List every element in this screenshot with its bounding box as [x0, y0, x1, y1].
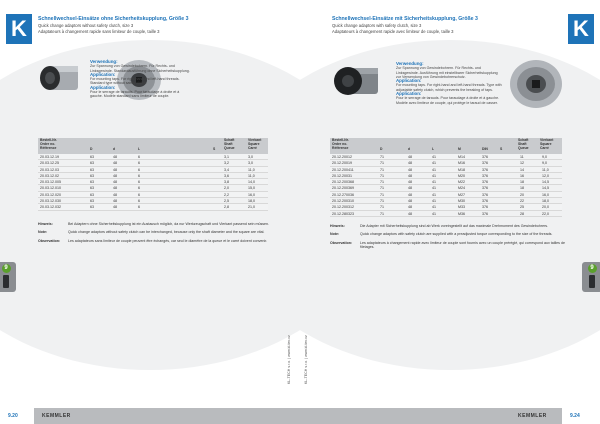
table-cell: 20.12.270036 — [332, 192, 354, 197]
table-cell: 20.03.12.020 — [40, 192, 61, 197]
table-cell: 20.03.12.19 — [40, 155, 59, 159]
brand-name: KEMMLER — [518, 413, 547, 419]
table-cell: 41 — [432, 167, 436, 172]
column-header: Vierkant Square Carré — [248, 138, 262, 150]
table-cell: 6 — [138, 180, 140, 185]
table-cell: 18,0 — [542, 199, 549, 204]
table-cell: 63 — [90, 161, 94, 166]
note-text: Quick change adaptors without safety clutch can be interchanged, because only the shaft diameter and the square are vital. — [68, 230, 265, 235]
column-header: d — [408, 147, 411, 151]
table-cell: M20 — [458, 173, 465, 178]
table-cell: 2,8 — [224, 205, 229, 210]
usage-text-fr: Pour le serrage de tarauds. Pour taraudage à droite et à gauche. Modèle avec limiteur de couple, qui protège le taraud de casser. — [396, 96, 500, 105]
table-cell: 41 — [432, 155, 436, 159]
table-cell: 376 — [482, 199, 488, 204]
table-cell: 376 — [482, 186, 488, 191]
vertical-website: KL-TECH s.r.o. | www.kl-tec.cz — [304, 335, 308, 384]
adaptor-front-image — [38, 58, 82, 98]
table-cell: M36 — [458, 211, 465, 216]
table-cell: 71 — [380, 155, 384, 159]
table-cell: 11 — [520, 155, 524, 159]
notes — [38, 222, 278, 247]
logo: K — [568, 14, 594, 44]
table-cell: 6 — [138, 161, 140, 166]
table-cell: 12 — [520, 161, 524, 166]
table-cell: 2,0 — [224, 186, 229, 191]
table-cell: 20.12.20031 — [332, 173, 352, 178]
usage-text-de: Zur Spannung von Gewindebohrern. Für Rechts- und Linksgewinde. Ausführung mit einstellbarer Sicherheitskupplung zur Verwendung von Gewindebohrerschutz. — [396, 66, 498, 79]
table-cell: 48 — [408, 155, 412, 159]
table-cell: 48 — [113, 167, 117, 172]
table-cell: 48 — [408, 167, 412, 172]
column-header: S — [213, 147, 216, 151]
table-cell: 376 — [482, 180, 488, 185]
table-cell: 63 — [90, 155, 94, 159]
adaptor-rear-image — [508, 58, 564, 110]
table-cell: 14,5 — [542, 186, 549, 191]
table-cell: 20.03.12.005 — [40, 180, 61, 185]
section-tab — [582, 262, 600, 292]
table-cell: 11,0 — [248, 167, 255, 172]
table-cell: 20.12.280323 — [332, 211, 354, 216]
header — [332, 16, 478, 34]
table-cell: 15,0 — [248, 186, 255, 191]
table-cell: M22 — [458, 180, 465, 185]
table-cell: 63 — [90, 192, 94, 197]
table-cell: 18 — [520, 186, 524, 191]
adaptor-icon — [3, 275, 9, 288]
table-cell: 41 — [432, 173, 436, 178]
table-cell: 12,0 — [542, 173, 549, 178]
table-cell: 18,0 — [248, 199, 255, 204]
table-cell: 48 — [113, 186, 117, 191]
table-cell: 71 — [380, 167, 384, 172]
note-label: Observation: — [330, 240, 353, 245]
table-cell: 63 — [90, 167, 94, 172]
subtitle-en: Quick change adaptors with safety clutch, size 3 — [332, 23, 422, 28]
adaptor-front-image — [332, 60, 382, 102]
table-cell: 41 — [432, 205, 436, 210]
brand-name: KEMMLER — [42, 413, 71, 419]
column-header: Vierkant Square Carré — [540, 138, 554, 150]
note-text: Quick change adaptors with safety clutch are supplied with a preadjusted torque corresponding to the size of the threads. — [360, 232, 553, 237]
table-cell: 3,0 — [248, 161, 253, 166]
table-cell: 48 — [113, 199, 117, 204]
table-cell: 2,5 — [224, 199, 229, 204]
table-cell: 48 — [113, 155, 117, 159]
table-cell: 20.03.12.02 — [40, 173, 59, 178]
usage-label-de: Verwendung: — [396, 61, 424, 66]
table-cell: 6 — [138, 155, 140, 159]
table-cell: 3,6 — [224, 173, 229, 178]
section-number: 9 — [588, 264, 597, 273]
table-cell: 48 — [408, 161, 412, 166]
table-cell: 11,0 — [542, 167, 549, 172]
table-header — [38, 138, 268, 154]
table-cell: 71 — [380, 192, 384, 197]
table-cell: 48 — [408, 186, 412, 191]
column-header: Schaft Shaft Queue — [518, 138, 529, 150]
table-cell: 63 — [90, 205, 94, 210]
note-text: Die Adapter mit Sicherheitskupplung sind ab Werk voreingestellt auf das maximale Drehmoment des Gewindebohrers. — [360, 224, 549, 228]
column-header: L — [138, 147, 141, 151]
table-header — [330, 138, 562, 154]
table-cell: 14,5 — [542, 180, 549, 185]
table-cell: 71 — [380, 199, 384, 204]
table-cell: 71 — [380, 211, 384, 216]
table-cell: 376 — [482, 161, 488, 166]
table-cell: 63 — [90, 173, 94, 178]
table-cell: 6 — [138, 199, 140, 204]
section-tab — [0, 262, 16, 292]
table-cell: 3,4 — [224, 167, 229, 172]
table-cell: 6 — [138, 167, 140, 172]
usage-text-fr: Pour le serrage de tarauds. Pour taraudage à droite et à gauche. Modèle standard sans limiteur de couple. — [90, 90, 180, 99]
usage-label-fr: Application: — [396, 91, 422, 97]
note-label: Hinweis: — [330, 224, 345, 228]
table-cell: 41 — [432, 186, 436, 191]
table-cell: 48 — [113, 205, 117, 210]
note-text: Les adaptateurs à changement rapide avec limiteur de couple sont fournis avec un couple préréglé, qui correspond aux tailles de filetages. — [360, 240, 565, 250]
table-cell: 20 — [520, 192, 524, 197]
table-cell: 16,0 — [542, 192, 549, 197]
usage-label-de: Verwendung: — [90, 59, 118, 64]
note-label: Hinweis: — [38, 222, 53, 226]
table-cell: 63 — [90, 180, 94, 185]
table-cell: 14,0 — [248, 180, 255, 185]
table-cell: 3,2 — [224, 161, 229, 166]
subtitle-fr: Adaptateurs à changement rapide avec limiteur de couple, taille 3 — [332, 29, 454, 34]
table-cell: M16 — [458, 161, 465, 166]
table-cell: 48 — [408, 199, 412, 204]
page-title: Schnellwechsel-Einsätze mit Sicherheitskupplung, Größe 3 — [332, 16, 478, 22]
table-cell: M33 — [458, 205, 465, 210]
section-number: 9 — [2, 264, 11, 273]
table-cell: 21,0 — [248, 205, 255, 210]
note-row — [38, 239, 278, 243]
column-header: Bestell-Nr. Order no. Référence — [40, 138, 57, 150]
subtitle-fr: Adaptateurs à changement rapide sans limiteur de couple, taille 3 — [38, 29, 160, 34]
table-cell: 41 — [432, 211, 436, 216]
table-cell: 22 — [520, 199, 524, 204]
table-cell: 41 — [432, 180, 436, 185]
note-text: Les adaptateurs sans limiteur de couple peuvent être échangés, car seul le diamètre de la queue et le carré doivent convenir. — [68, 238, 268, 243]
table-cell: 41 — [432, 192, 436, 197]
header — [38, 16, 188, 34]
product-table — [38, 138, 268, 211]
table-cell: 28 — [520, 211, 524, 216]
column-header: D — [90, 147, 93, 151]
table-cell: 376 — [482, 205, 488, 210]
page-number: 9.20 — [8, 413, 18, 419]
table-cell: 48 — [408, 205, 412, 210]
table-cell: 71 — [380, 180, 384, 185]
table-cell: 48 — [113, 192, 117, 197]
table-cell: 20.12.200368 — [332, 180, 354, 185]
table-cell: 48 — [113, 173, 117, 178]
product-table — [330, 138, 562, 217]
column-header: M — [458, 147, 461, 151]
table-cell: 22,0 — [542, 211, 549, 216]
table-cell: 41 — [432, 161, 436, 166]
usage-label-en: Application: — [396, 78, 422, 84]
table-cell: 71 — [380, 161, 384, 166]
column-header: S — [500, 147, 503, 151]
note-label: Note: — [38, 230, 48, 235]
table-cell: M27 — [458, 192, 465, 197]
table-cell: 48 — [408, 211, 412, 216]
usage-label-en: Application: — [90, 71, 116, 77]
adaptor-icon — [589, 275, 595, 288]
table-cell: 20.03.12.030 — [40, 199, 61, 204]
footer-bar — [34, 408, 300, 424]
column-header: D — [380, 147, 383, 151]
table-cell: 16 — [520, 173, 524, 178]
logo: K — [6, 14, 32, 44]
table-cell: 71 — [380, 186, 384, 191]
table-cell: 9,0 — [542, 161, 547, 166]
table-cell: 6 — [138, 173, 140, 178]
table-cell: 48 — [113, 180, 117, 185]
table-row — [38, 204, 268, 210]
table-cell: 63 — [90, 186, 94, 191]
table-cell: M30 — [458, 199, 465, 204]
table-cell: 16,0 — [248, 192, 255, 197]
table-cell: 20.12.20012 — [332, 155, 352, 159]
table-cell: 6 — [138, 192, 140, 197]
table-cell: 376 — [482, 155, 488, 159]
page-title: Schnellwechsel-Einsätze ohne Sicherheitskupplung, Größe 3 — [38, 16, 189, 22]
table-cell: 3,1 — [224, 155, 229, 159]
table-cell: M24 — [458, 186, 465, 191]
column-header: L — [432, 147, 435, 151]
table-cell: 48 — [113, 161, 117, 166]
column-header: DIN — [482, 147, 488, 151]
table-cell: 20.12.200310 — [332, 199, 354, 204]
table-cell: 11,0 — [248, 173, 255, 178]
table-cell: 20.03.12.032 — [40, 205, 61, 210]
right-page — [300, 0, 600, 424]
table-cell: 3,0 — [248, 155, 253, 159]
usage-description — [396, 62, 502, 105]
table-cell: 20.12.20019 — [332, 161, 352, 166]
note-row — [38, 222, 278, 226]
table-cell: 376 — [482, 192, 488, 197]
note-label: Observation: — [38, 238, 61, 243]
table-cell: 18 — [520, 180, 524, 185]
table-cell: 14 — [520, 167, 524, 172]
table-cell: 20.12.200369 — [332, 186, 354, 191]
table-cell: 48 — [408, 173, 412, 178]
table-cell: 48 — [408, 180, 412, 185]
table-cell: 20.03.12.010 — [40, 186, 61, 191]
table-body — [38, 154, 268, 211]
table-cell: 71 — [380, 173, 384, 178]
note-text: Bei Adaptern ohne Sicherheitskupplung ist ein Austausch möglich, da nur Werkzeugschaft und Vierkant passend sein müssen. — [68, 222, 270, 226]
table-cell: M14 — [458, 155, 465, 159]
usage-text-en: For mounting taps. For right-hand and left-hand threads. Standard type without safety clutch. — [90, 77, 180, 86]
table-cell: 20.03.12.25 — [40, 161, 59, 166]
usage-text-de: Zur Spannung von Gewindebohrern. Für Rechts- und Linksgewinde. Standardausführung ohne Sicherheitskupplung. — [90, 64, 190, 73]
table-cell: 71 — [380, 205, 384, 210]
table-cell: 6 — [138, 205, 140, 210]
note-row — [330, 241, 566, 250]
table-cell: 48 — [408, 192, 412, 197]
table-cell: 376 — [482, 167, 488, 172]
table-cell: 20.12.200411 — [332, 167, 354, 172]
table-row — [330, 211, 562, 217]
table-cell: 3,8 — [224, 180, 229, 185]
table-cell: 20.03.12.03 — [40, 167, 59, 172]
table-cell: 25 — [520, 205, 524, 210]
notes — [330, 224, 566, 254]
table-cell: M18 — [458, 167, 465, 172]
table-cell: 376 — [482, 173, 488, 178]
column-header: d — [113, 147, 116, 151]
table-cell: 2,2 — [224, 192, 229, 197]
column-header: Bestell-Nr. Order no. Référence — [332, 138, 349, 150]
table-cell: 20,0 — [542, 205, 549, 210]
usage-text-en: For mounting taps. For right-hand and left-hand threads. Type with adjustable safety clutch, which prevents the breaking of taps. — [396, 83, 502, 92]
usage-description — [90, 60, 190, 99]
note-row — [330, 224, 566, 228]
table-cell: 63 — [90, 199, 94, 204]
page-number: 9.24 — [570, 413, 580, 419]
table-cell: 20.12.200312 — [332, 205, 354, 210]
note-row — [38, 230, 278, 234]
table-cell: 376 — [482, 211, 488, 216]
vertical-website: KL-TECH s.r.o. | www.kl-tec.cz — [287, 335, 291, 384]
table-body — [330, 154, 562, 217]
table-cell: 41 — [432, 199, 436, 204]
column-header: Schaft Shaft Queue — [224, 138, 235, 150]
note-row — [330, 232, 566, 236]
table-cell: 9,0 — [542, 155, 547, 159]
note-label: Note: — [330, 232, 340, 237]
table-cell: 6 — [138, 186, 140, 191]
subtitle-en: Quick change adaptors without safety clutch, size 3 — [38, 23, 134, 28]
usage-label-fr: Application: — [90, 84, 116, 90]
